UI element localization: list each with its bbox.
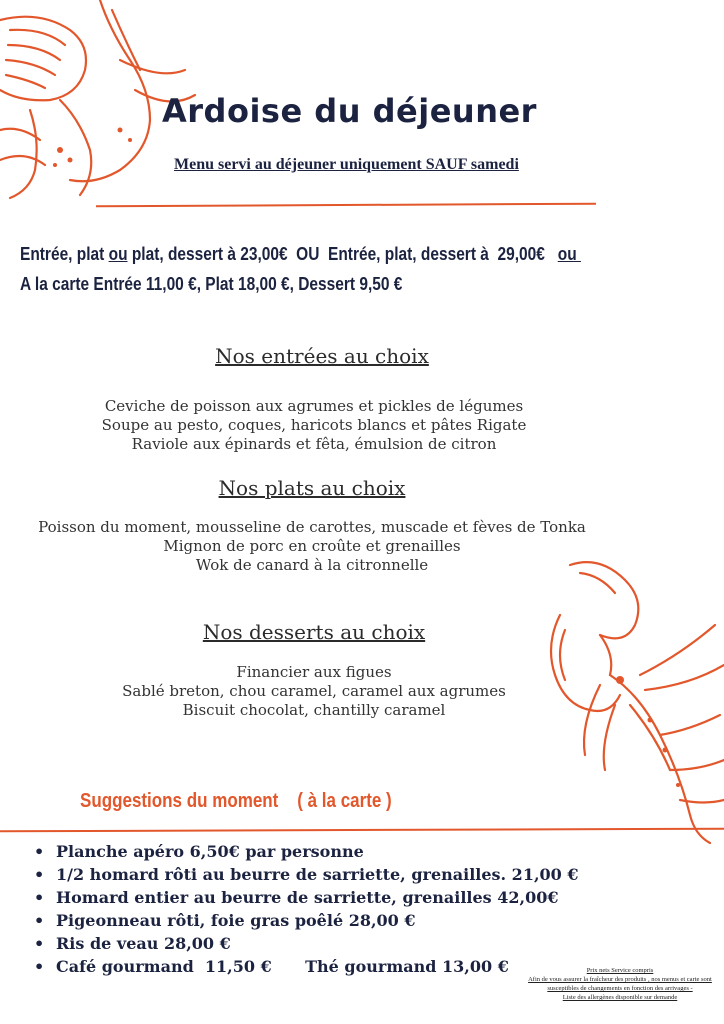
list-item: Biscuit chocolat, chantilly caramel	[182, 701, 446, 719]
footnote-line: Afin de vous assurer la fraîcheur des produits , nos menus et carte sont	[528, 976, 712, 983]
page-title: Ardoise du déjeuner	[162, 92, 537, 130]
footnote-line: Prix nets Service compris	[586, 967, 654, 974]
formula-line-2: A la carte Entrée 11,00 €, Plat 18,00 €, Dessert 9,50 €	[20, 274, 403, 294]
section-title-plats: Nos plats au choix	[218, 476, 406, 500]
formula-line-1	[20, 244, 581, 265]
list-item: • Café gourmand 11,50 € Thé gourmand 13,00 €	[34, 955, 578, 978]
formula-ou-1: ou	[108, 244, 128, 264]
suggestions-title: Suggestions du moment ( à la carte )	[80, 790, 392, 812]
list-item: Soupe au pesto, coques, haricots blancs et pâtes Rigate	[101, 416, 527, 434]
formula-ou-2: ou	[557, 244, 581, 264]
formula-line-1-part-a: Entrée, plat	[20, 244, 109, 264]
list-item: Poisson du moment, mousseline de carottes, muscade et fèves de Tonka	[38, 518, 586, 536]
list-item: • Pigeonneau rôti, foie gras poêlé 28,00 €	[34, 909, 578, 932]
list-item: Raviole aux épinards et fêta, émulsion de citron	[131, 435, 497, 453]
footnote-line: Liste des allergènes disponible sur demande	[562, 994, 678, 1001]
list-item: • Ris de veau 28,00 €	[34, 932, 578, 955]
list-item: • Planche apéro 6,50€ par personne	[34, 840, 578, 863]
desserts-list	[0, 663, 676, 720]
divider-top	[96, 203, 596, 208]
section-title-desserts: Nos desserts au choix	[202, 620, 426, 644]
footnote-line: susceptibles de changements en fonction des arrivages -	[547, 985, 693, 992]
footnote	[520, 966, 720, 1002]
list-item: • 1/2 homard rôti au beurre de sarriette, grenailles. 21,00 €	[34, 863, 578, 886]
list-item: Mignon de porc en croûte et grenailles	[163, 537, 461, 555]
list-item: Ceviche de poisson aux agrumes et pickles de légumes	[104, 397, 524, 415]
formula-line-1-part-b: plat, dessert à 23,00€ OU Entrée, plat, dessert à 29,00€	[127, 244, 558, 264]
list-item: Financier aux figues	[236, 663, 392, 681]
list-item: Sablé breton, chou caramel, caramel aux agrumes	[122, 682, 506, 700]
suggestions-list	[34, 840, 578, 978]
entrees-list	[0, 397, 676, 454]
page-subtitle: Menu servi au déjeuner uniquement SAUF samedi	[174, 156, 519, 173]
list-item: Wok de canard à la citronnelle	[195, 556, 429, 574]
plats-list	[0, 518, 674, 575]
list-item: • Homard entier au beurre de sarriette, grenailles 42,00€	[34, 886, 578, 909]
section-title-entrees: Nos entrées au choix	[215, 344, 429, 368]
